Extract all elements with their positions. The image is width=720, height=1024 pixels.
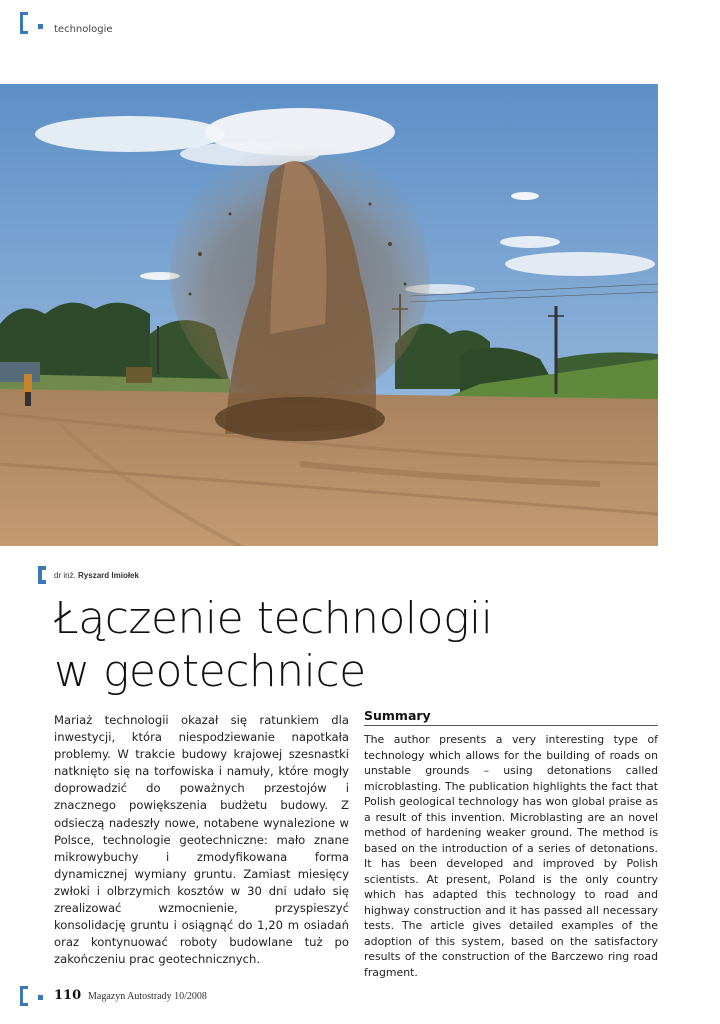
summary-text: The author presents a very interesting type of technology which allows for the building of roads on unstable grounds – using detonations called microblasting. The publication highlights the fact that Polish geological technology has won global praise as a result of this invention. Microblasting are an novel method of hardening weaker ground. The method is based on the introduction of a series of detonations. It has been developed and improved by Polish scientists. At present, Poland is the only country which has adapted this technology to road and highway construction and it has passed all necessary tests. The article gives detailed examples of the adoption of this system, based on the satisfactory results of the construction of the Barczewo ring road fragment. xyxy=(364,733,658,979)
article-photo xyxy=(0,84,658,546)
header-dot-mark xyxy=(38,24,43,29)
page-number: 110 xyxy=(54,988,82,1003)
lead-paragraph: Mariaż technologii okazał się ratunkiem dla inwestycji, która niespodziewanie napotkała problemy. W trakcie budowy krajowej szesnastki natknięto się na torfowiska i namuły, które mogły doprowadzić do poważnych przestojów i znacznego powiększenia budżetu budowy. Z odsieczą nadeszły nowe, notabene wynalezione w Polsce, technologie geotechniczne: mało znane mikrowybuchy i zmodyfikowana forma dynamicznej wymiany gruntu. Zamiast miesięcy zwłoki i olbrzymich kosztów w 30 dni udało się zrealizować wzmocnienie, przyspieszyć konsolidację gruntu i osiągnąć do 1,20 m osiadań oraz kontynuować roboty budowlane tuż po zakończeniu prac geotechnicznych. xyxy=(54,713,349,967)
author-prefix: dr inż. xyxy=(54,571,76,580)
header-bracket-mark xyxy=(20,12,28,34)
section-label: technologie xyxy=(54,24,113,35)
footer-bracket-mark xyxy=(20,986,28,1006)
author-name: Ryszard Imiołek xyxy=(78,571,139,580)
author-line xyxy=(54,571,139,580)
title-line-2: w geotechnice xyxy=(54,646,366,697)
summary-heading: Summary xyxy=(364,708,658,726)
article-title xyxy=(54,592,654,698)
footer-dot-mark xyxy=(38,995,43,1000)
summary-box xyxy=(364,708,658,980)
journal-name: Magazyn Autostrady 10/2008 xyxy=(88,991,207,1002)
title-line-1: Łączenie technologii xyxy=(54,593,493,644)
author-bracket-mark xyxy=(38,566,46,584)
